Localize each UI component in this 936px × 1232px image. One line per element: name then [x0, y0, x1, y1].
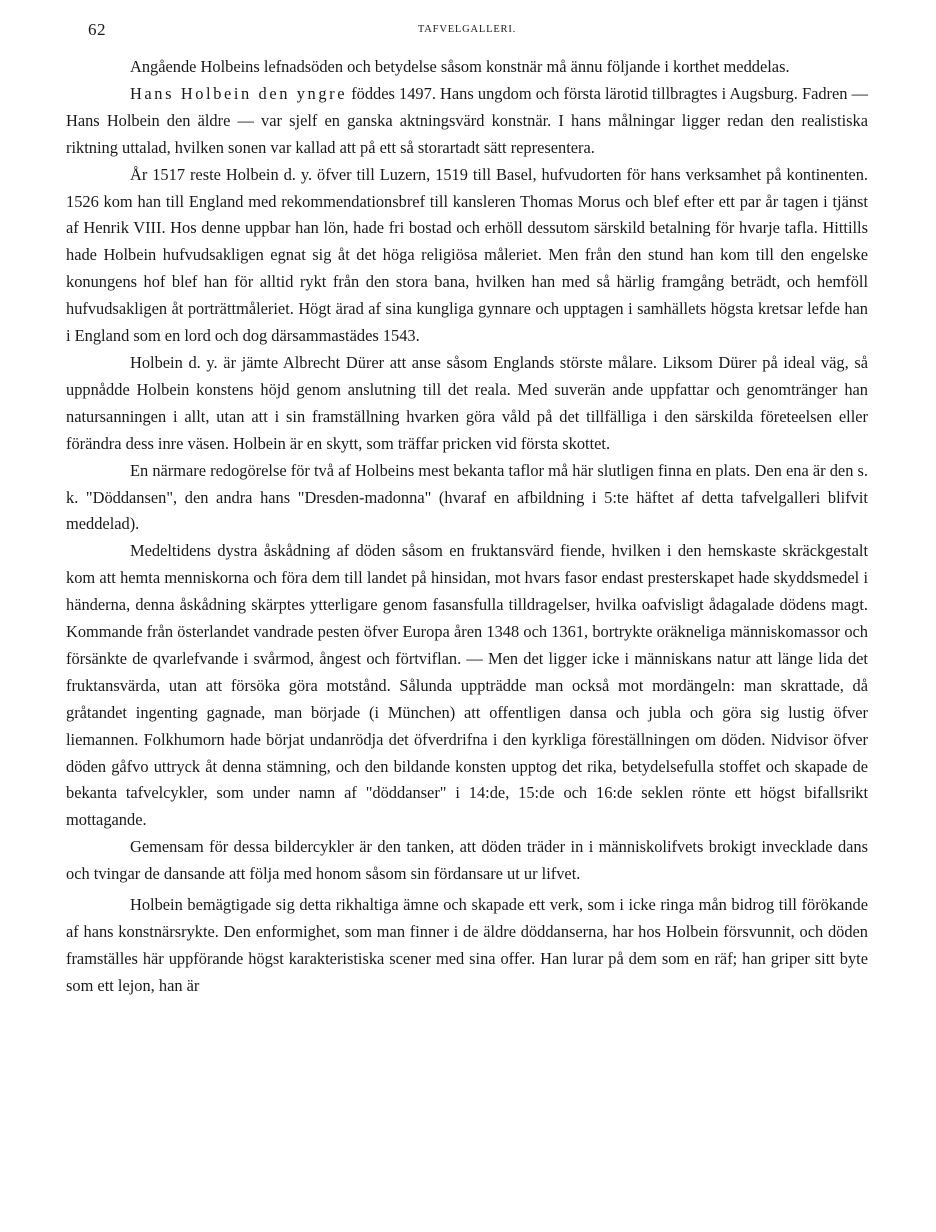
- paragraph-8: Holbein bemägtigade sig detta rikhaltiga ämne och skapade ett verk, som i icke ringa mån bidrog till förökande af hans konstnärsrykte. Den enformighet, som man finner i de äldre döddanserna, har hos Holbein försvunnit, och döden framställes här uppförande högst karakteristiska scener med sina offer. Han lurar på dem som en räf; han griper sitt byte som ett lejon, han är: [66, 895, 868, 995]
- paragraph-6: Medeltidens dystra åskådning af döden såsom en fruktansvärd fiende, hvilken i den hemskaste skräckgestalt kom att hemta menniskorna och föra dem till landet på hinsidan, mot hvars fasor endast presterskapet hade skyddsmedel i händerna, denna åskådning skärptes ytterligare genom fasansfulla tilldragelser, hvilka oafvisligt ådagalade dödens magt. Kommande från österlandet vandrade pesten öfver Europa åren 1348 och 1361, bortrykte oräkneliga människomassor och försänkte de qvarlefvande i svårmod, ångest och förtviflan. — Men det ligger icke i människans natur att länge lida det fruktansvärda, utan att försöka göra motstånd. Sålunda uppträdde man också mot mordängeln: man skrattade, då gråtandet ingenting gagnade, man började (i München) att offentligen dansa och jubla och göra sig lustig öfver liemannen. Folkhumorn hade börjat undanrödja det öfverdrifna i den kyrkliga föreställningen om döden. Nidvisor öfver döden gåfvo uttryck åt denna stämning, och den bildande konsten upptog det rika, betydelsefulla stoffet och skapade de bekanta tafvelcykler, som under namn af "döddanser" i 14:de, 15:de och 16:de seklen rönte ett högst bifallsrikt mottagande.: [66, 541, 868, 830]
- body-text: [66, 54, 868, 1000]
- paragraph-4: Holbein d. y. är jämte Albrecht Dürer att anse såsom Englands störste målare. Liksom Dürer på ideal väg, så uppnådde Holbein konstens höjd genom anslutning till det reala. Med suverän ande uppfattar och genomtränger han natursanningen i allt, utan att i sin framställning hvarken göra våld på det tillfälliga i den särskilda företeelsen eller förändra dess inre väsen. Holbein är en skytt, som träffar pricken vid första skottet.: [66, 352, 868, 453]
- running-title: TAFVELGALLERI.: [417, 24, 517, 35]
- page-header: [66, 20, 868, 44]
- paragraph-2: [66, 81, 868, 162]
- paragraph-7: Gemensam för dessa bildercykler är den tanken, att döden träder in i människolifvets brokigt invecklade dans och tvingar de dansande att följa med honom såsom sin fördansare ut ur lifvet.: [66, 837, 868, 884]
- paragraph-5: En närmare redogörelse för två af Holbeins mest bekanta taflor må här slutligen finna en plats. Den ena är den s. k. "Döddansen", den andra hans "Dresden-madonna" (hvaraf en afbildning i 5:te häftet af detta tafvelgalleri blifvit meddelad).: [66, 460, 868, 534]
- paragraph-3: År 1517 reste Holbein d. y. öfver till Luzern, 1519 till Basel, hufvudorten för hans verksamhet på kontinenten. 1526 kom han till England med rekommendationsbref till kansleren Thomas Morus och blef efter ett par år tagen i tjänst af Henrik VIII. Hos denne uppbar han lön, hade fri bostad och erhöll dessutom särskild betalning för hvarje tafla. Hittills hade Holbein hufvudsakligen egnat sig åt det höga religiösa måleriet. Men från den stund han kom till den engelske konungens hof blef han för alltid rykt från den stora bana, hvilken han med så härlig framgång beträdt, och hemföll hufvudsakligen åt porträttmåleriet. Högt ärad af sina kungliga gynnare och upptagen i samhällets högsta kretsar lefde han i England som en lord och dog därsammastädes 1543.: [66, 164, 868, 346]
- spaced-name: Hans Holbein den yngre: [130, 83, 348, 103]
- paragraph-2-text: föddes 1497. Hans ungdom och första lärotid tillbragtes i Augsburg. Fadren — Hans Holbein den äldre — var sjelf en ganska aktningsvärd konstnär. I hans målningar ligger redan den realistiska riktning uttalad, hvilken sonen var kallad att på ett så storartadt sätt representera.: [66, 83, 868, 157]
- paragraph-1: Angående Holbeins lefnadsöden och betydelse såsom konstnär må ännu följande i korthet meddelas.: [130, 57, 790, 76]
- document-page: [66, 20, 868, 1000]
- page-number: 62: [88, 20, 106, 39]
